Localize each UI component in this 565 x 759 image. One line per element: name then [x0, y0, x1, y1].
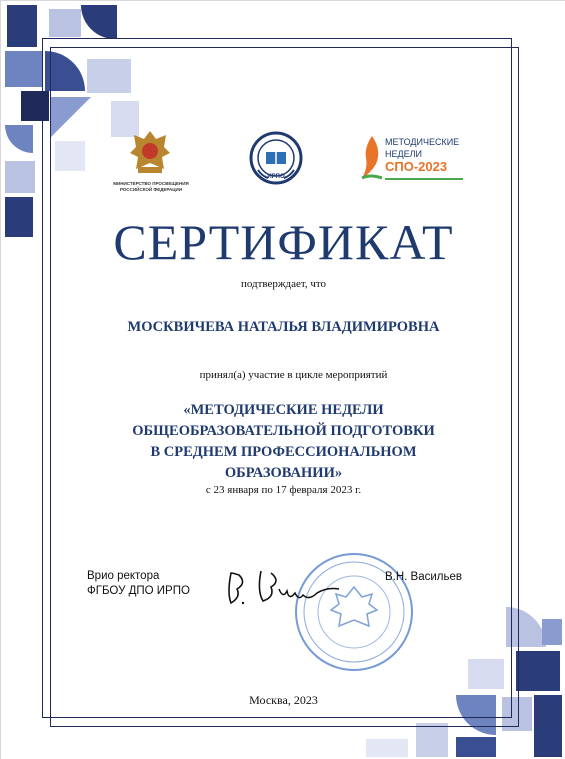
- flame-book-icon: [358, 134, 386, 186]
- position-line-1: Врио ректора: [87, 570, 160, 582]
- position-line-2: ФГБОУ ДПО ИРПО: [87, 585, 190, 597]
- signer-name: В.Н. Васильев: [385, 571, 463, 583]
- ministry-name-text: МИНИСТЕРСТВО ПРОСВЕЩЕНИЯ РОССИЙСКОЙ ФЕДЕРАЦИИ: [113, 181, 189, 192]
- event-line-3: В СРЕДНЕМ ПРОФЕССИОНАЛЬНОМ: [150, 444, 417, 460]
- weeks-line1: МЕТОДИЧЕСКИЕ: [385, 137, 460, 147]
- ministry-emblem-icon: [128, 127, 172, 177]
- weeks-line2: НЕДЕЛИ: [385, 149, 422, 159]
- event-dates: с 23 января по 17 февраля 2023 г.: [205, 484, 362, 496]
- signer-position: [87, 569, 190, 599]
- weeks-underline: [385, 178, 463, 180]
- event-line-1: «МЕТОДИЧЕСКИЕ НЕДЕЛИ: [183, 402, 384, 418]
- event-line-2: ОБЩЕОБРАЗОВАТЕЛЬНОЙ ПОДГОТОВКИ: [132, 423, 435, 439]
- confirms-text: подтверждает, что: [240, 278, 327, 290]
- irpo-label: ИРПО: [267, 174, 285, 180]
- certificate-title: СЕРТИФИКАТ: [113, 214, 454, 270]
- participation-text: принял(а) участие в цикле мероприятий: [199, 369, 388, 381]
- handwritten-signature-icon: [221, 563, 351, 613]
- recipient-name: МОСКВИЧЕВА НАТАЛЬЯ ВЛАДИМИРОВНА: [127, 319, 440, 335]
- weeks-line3: СПО-2023: [385, 159, 448, 174]
- event-line-4: ОБРАЗОВАНИИ»: [224, 465, 343, 481]
- footer-place-year: Москва, 2023: [249, 693, 318, 707]
